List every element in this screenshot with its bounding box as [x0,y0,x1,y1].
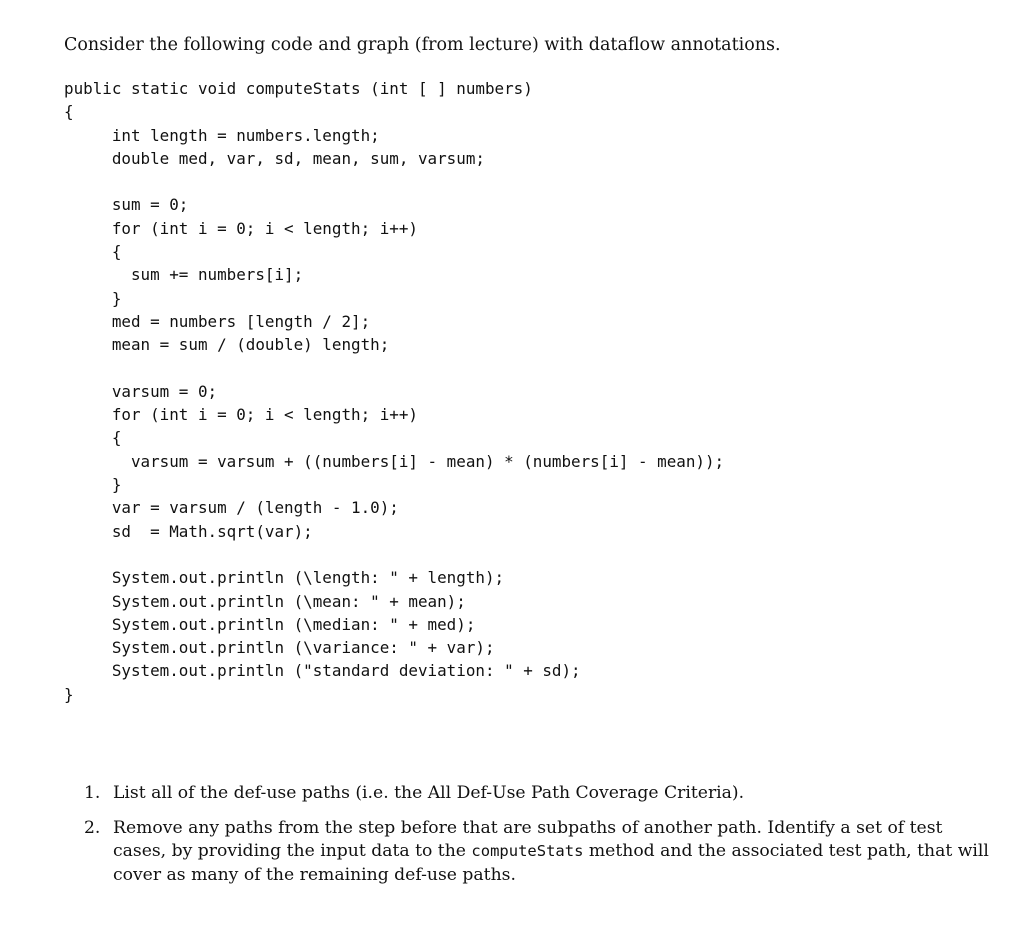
code-block [64,77,724,706]
code-line: } [64,684,74,704]
question-number: 2. [84,817,101,838]
code-line [64,543,724,566]
code-line: var = varsum / (length - 1.0); [64,498,399,518]
code-line: double med, var, sd, mean, sum, varsum; [64,148,485,168]
code-line: sd = Math.sqrt(var); [64,521,313,541]
code-line: sum = 0; [64,195,189,215]
code-line: for (int i = 0; i < length; i++) [64,405,418,425]
intro-text: Consider the following code and graph (from lecture) with dataflow annotations. [64,35,781,55]
code-line: } [64,475,122,495]
code-line: sum += numbers[i]; [64,265,304,285]
code-line: for (int i = 0; i < length; i++) [64,218,418,238]
question-item [84,817,994,888]
code-line: varsum = varsum + ((numbers[i] - mean) * (numbers[i] - mean)); [64,451,725,471]
code-line: System.out.println (\variance: " + var); [64,638,495,658]
question-text-after: method and the associated test path, that will cover as many of the remaining def-use paths. [113,841,989,885]
code-line [64,170,724,193]
code-line: med = numbers [length / 2]; [64,311,371,331]
question-list [84,782,994,898]
code-line: System.out.println ("standard deviation: " + sd); [64,661,581,681]
code-line: { [64,102,74,122]
code-line: public static void computeStats (int [ ] numbers) [64,79,533,98]
code-line: } [64,288,122,308]
question-number: 1. [84,783,101,803]
code-line: varsum = 0; [64,381,218,401]
code-line: { [64,428,122,448]
code-line [64,357,724,380]
code-line: { [64,242,122,262]
code-line: System.out.println (\length: " + length); [64,568,505,588]
code-line: System.out.println (\mean: " + mean); [64,591,466,611]
question-text-before: Remove any paths from the step before that are subpaths of another path. Identify a set of test cases, by providing the input data to the [113,817,943,861]
question-text: List all of the def-use paths (i.e. the All Def-Use Path Coverage Criteria). [113,783,745,803]
method-name: computeStats [471,842,584,860]
code-line: System.out.println (\median: " + med); [64,614,476,634]
question-item [84,782,994,806]
code-line: mean = sum / (double) length; [64,335,390,355]
code-line: int length = numbers.length; [64,125,380,145]
